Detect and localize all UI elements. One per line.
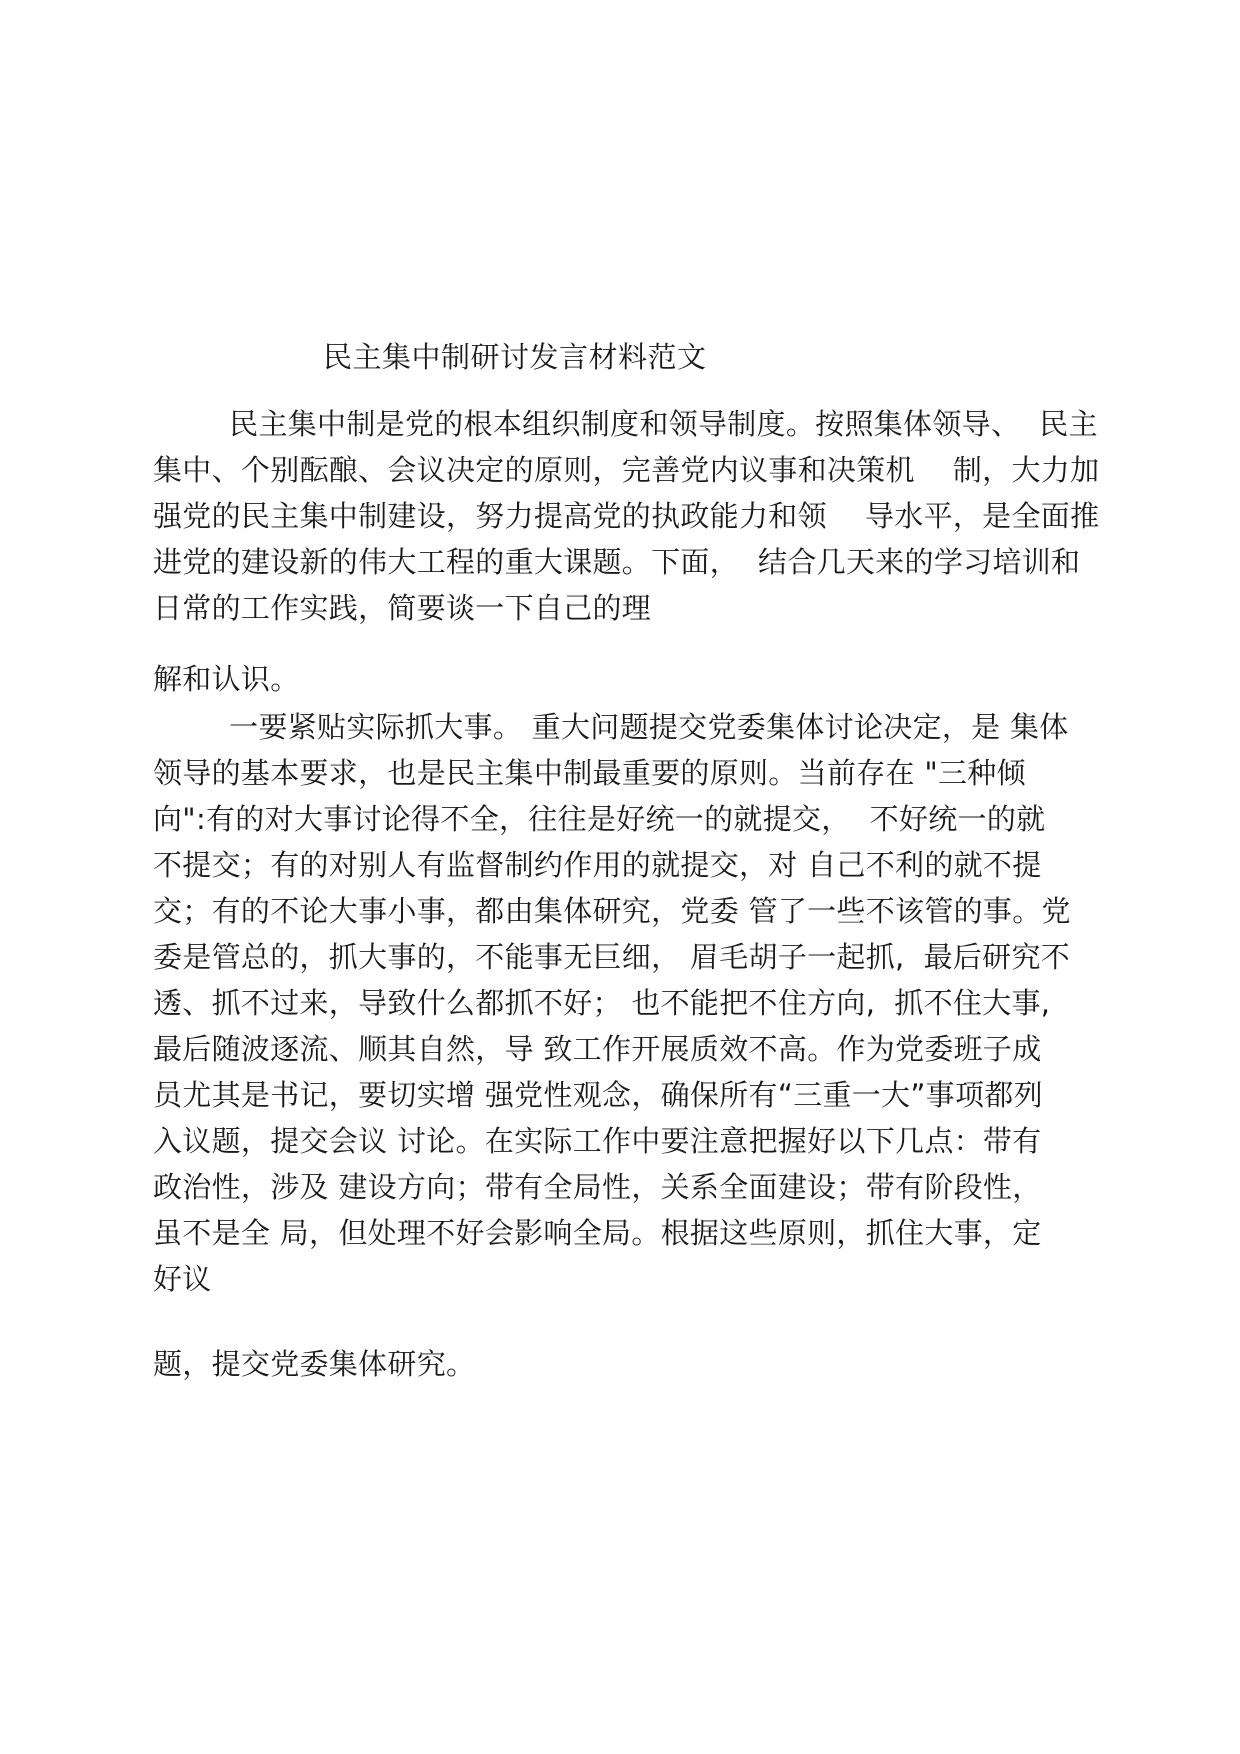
text-line: 一要紧贴实际抓大事。 重大问题提交党委集体讨论决定，是 集体	[153, 710, 1069, 744]
text-line: 委是管总的，抓大事的，不能事无巨细， 眉毛胡子一起抓, 最后研究不	[153, 940, 1071, 974]
text-line: 民主集中制是党的根本组织制度和领导制度。按照集体领导、 民主	[153, 407, 1098, 441]
document-title: 民主集中制研讨发言材料范文	[323, 340, 707, 374]
text-line: 领导的基本要求，也是民主集中制最重要的原则。当前存在 "三种倾	[153, 756, 1026, 790]
paragraph-1	[153, 401, 1113, 631]
text-line: 题，提交党委集体研究。	[153, 1347, 476, 1381]
text-line: 透、抓不过来，导致什么都抓不好； 也不能把不住方向, 抓不住大事,	[153, 986, 1051, 1020]
text-line: 强党的民主集中制建设，努力提高党的执政能力和领 导水平，是全面推	[153, 499, 1100, 533]
paragraph-1-continuation	[153, 656, 1113, 702]
text-line: 入议题，提交会议 讨论。在实际工作中要注意把握好以下几点：带有	[153, 1124, 1042, 1158]
text-line: 集中、个别酝酿、会议决定的原则，完善党内议事和决策机 制，大力加	[153, 453, 1100, 487]
text-line: 日常的工作实践，简要谈一下自己的理	[153, 591, 652, 625]
text-line: 员尤其是书记，要切实增 强党性观念，确保所有“三重一大”事项都列	[153, 1078, 1043, 1112]
paragraph-2	[153, 704, 1113, 1302]
text-line: 不提交；有的对别人有监督制约作用的就提交，对 自己不利的就不提	[153, 848, 1042, 882]
text-line: 最后随波逐流、顺其自然，导 致工作开展质效不高。作为党委班子成	[153, 1032, 1042, 1066]
text-line: 政治性，涉及 建设方向；带有全局性，关系全面建设；带有阶段性，	[153, 1170, 1042, 1204]
text-line: 虽不是全 局，但处理不好会影响全局。根据这些原则，抓住大事，定	[153, 1216, 1042, 1250]
text-line: 好议	[153, 1262, 212, 1296]
paragraph-2-continuation	[153, 1341, 1113, 1387]
text-line: 解和认识。	[153, 662, 300, 696]
text-line: 交；有的不论大事小事，都由集体研究，党委 管了一些不该管的事。党	[153, 894, 1071, 928]
text-line: 进党的建设新的伟大工程的重大课题。下面， 结合几天来的学习培训和	[153, 545, 1081, 579]
text-line: 向":有的对大事讨论得不全，往往是好统一的就提交， 不好统一的就	[153, 802, 1046, 836]
